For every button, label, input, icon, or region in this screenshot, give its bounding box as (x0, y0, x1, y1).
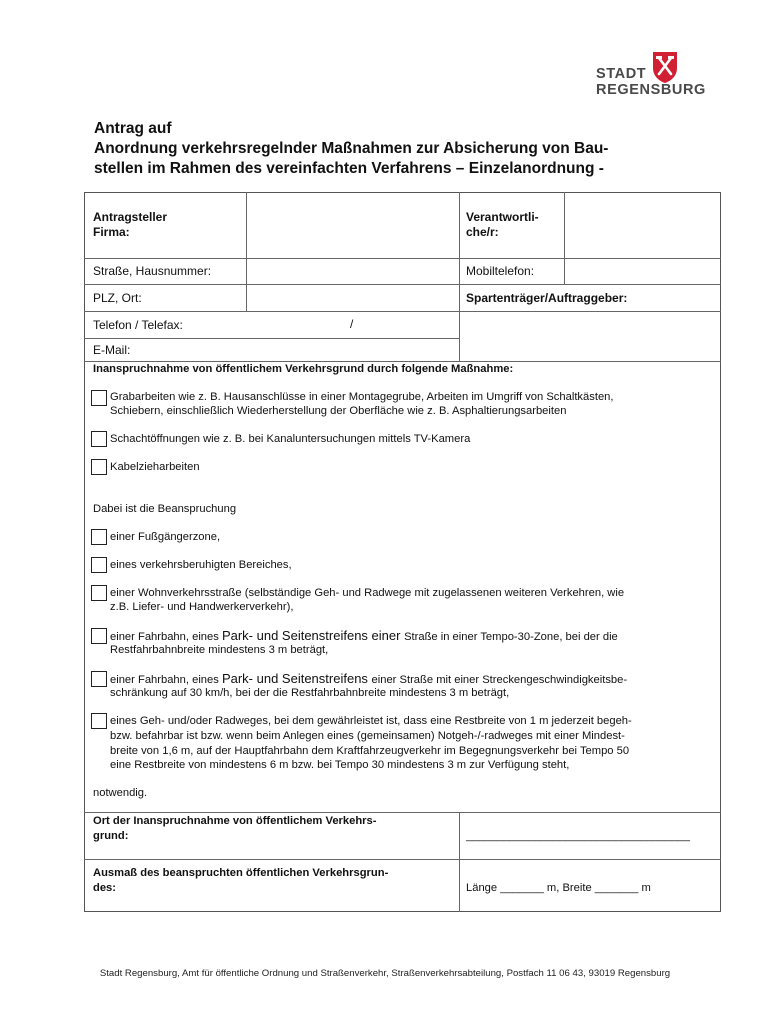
usage-option-wohnverkehrsstrasse-line1: einer Wohnverkehrsstraße (selbständige Geh- und Radwege mit zugelassenen weiteren Verkehren, wie (110, 587, 625, 599)
checkbox-geh-radweg[interactable] (91, 713, 107, 729)
usage-option-geschwindigkeitsbeschraenkung-b: Park- und Seitenstreifens (221, 671, 372, 686)
divider (84, 311, 721, 312)
location-label-line1: Ort der Inanspruchnahme von öffentlichem Verkehrs- (93, 815, 377, 827)
usage-option-verkehrsberuhigt: eines verkehrsberuhigten Bereiches, (110, 559, 292, 571)
extent-label-line1: Ausmaß des beanspruchten öffentlichen Verkehrsgrun- (93, 867, 389, 879)
checkbox-fussgaengerzone[interactable] (91, 529, 107, 545)
divider (246, 192, 247, 312)
usage-intro: Dabei ist die Beanspruchung (93, 503, 237, 515)
usage-closing: notwendig. (93, 787, 148, 799)
usage-option-geh-radweg-line2: bzw. befahrbar ist bzw. wenn beim Anlegen eines (gemeinsamen) Notgeh-/-radweges mit einer Mindest- (110, 730, 625, 742)
strasse-input[interactable] (248, 260, 457, 282)
checkbox-geschwindigkeitsbeschraenkung[interactable] (91, 671, 107, 687)
option-schachtoeffnungen: Schachtöffnungen wie z. B. bei Kanaluntersuchungen mittels TV-Kamera (110, 433, 471, 445)
option-kabelzieharbeiten: Kabelzieharbeiten (110, 461, 200, 473)
divider (84, 338, 459, 339)
extent-fields (466, 881, 651, 896)
divider (84, 258, 721, 259)
checkbox-kabelzieharbeiten[interactable] (91, 459, 107, 475)
coat-of-arms-icon (650, 50, 680, 84)
usage-option-tempo30-zone-b: Park- und Seitenstreifens einer (221, 628, 405, 643)
label-mobiltelefon: Mobiltelefon: (466, 264, 535, 278)
divider (84, 284, 721, 285)
label-firma: Firma: (93, 225, 130, 239)
option-grabarbeiten-line1: Grabarbeiten wie z. B. Hausanschlüsse in einer Montagegrube, Arbeiten im Umgriff von Schaltkästen, (110, 391, 614, 403)
checkbox-wohnverkehrsstrasse[interactable] (91, 585, 107, 601)
label-plz-ort: PLZ, Ort: (93, 291, 142, 305)
label-spartentraeger: Spartenträger/Auftraggeber: (466, 291, 628, 305)
divider (84, 859, 721, 860)
usage-option-geh-radweg-line4: eine Restbreite von mindestens 6 m bzw. bei Tempo 30 mindestens 3 m zur Verfügung steht, (110, 759, 570, 771)
extent-label-line2: des: (93, 882, 117, 894)
document-title (94, 119, 714, 179)
usage-option-geschwindigkeitsbeschraenkung-line2: schränkung auf 30 km/h, bei der die Restfahrbahnbreite mindestens 3 m beträgt, (110, 687, 510, 699)
logo-text-stadt: STADT (596, 66, 647, 82)
verantwortliche-input[interactable] (566, 194, 719, 256)
telefon-separator: / (350, 317, 354, 331)
breite-input[interactable]: _______ (594, 882, 639, 894)
telefon-input[interactable] (248, 313, 457, 336)
usage-option-geschwindigkeitsbeschraenkung-c: einer Straße mit einer Streckengeschwindigkeitsbe- (371, 674, 628, 686)
label-laenge: Länge (466, 882, 498, 894)
divider (84, 812, 721, 813)
spartentraeger-input[interactable] (461, 313, 719, 359)
label-telefon-telefax: Telefon / Telefax: (93, 318, 183, 332)
checkbox-schachtoeffnungen[interactable] (91, 431, 107, 447)
label-verantwortliche-1: Verantwortli- (466, 210, 539, 224)
usage-option-tempo30-zone-line2: Restfahrbahnbreite mindestens 3 m beträgt, (110, 644, 329, 656)
usage-option-fussgaengerzone: einer Fußgängerzone, (110, 531, 221, 543)
usage-option-geh-radweg-line3: breite von 1,6 m, auf der Hauptfahrbahn dem Kraftfahrzeugverkehr im Begegnungsverkehr bei Tempo 50 (110, 745, 630, 757)
divider (459, 812, 460, 912)
checkbox-grabarbeiten[interactable] (91, 390, 107, 406)
usage-option-geh-radweg-line1: eines Geh- und/oder Radweges, bei dem gewährleistet ist, dass eine Restbreite von 1 m jederzeit begeh- (110, 715, 632, 727)
footer-address: Stadt Regensburg, Amt für öffentliche Ordnung und Straßenverkehr, Straßenverkehrsabteilung, Postfach 11 06 43, 93019 Regensburg (99, 968, 671, 979)
mobiltelefon-input[interactable] (566, 260, 719, 282)
label-email: E-Mail: (93, 343, 131, 357)
plz-ort-input[interactable] (248, 286, 457, 309)
laenge-input[interactable]: _______ (500, 882, 544, 894)
usage-option-tempo30-zone-c: Straße in einer Tempo-30-Zone, bei der die (404, 631, 618, 643)
usage-option-wohnverkehrsstrasse-line2: z.B. Liefer- und Handwerkerverkehr), (110, 601, 294, 613)
usage-option-geschwindigkeitsbeschraenkung-a: einer Fahrbahn, eines (110, 674, 222, 686)
location-input-line[interactable]: ____________________________________ (466, 830, 690, 842)
checkbox-verkehrsberuhigt[interactable] (91, 557, 107, 573)
firma-input[interactable] (248, 194, 457, 256)
logo-text-regensburg: REGENSBURG (596, 82, 706, 98)
label-m-breite: m, Breite (546, 882, 592, 894)
title-line-3: stellen im Rahmen des vereinfachten Verfahrens – Einzelanordnung - (94, 160, 604, 177)
checkbox-tempo30-zone[interactable] (91, 628, 107, 644)
option-grabarbeiten-line2: Schiebern, einschließlich Wiederherstellung der Oberfläche wie z. B. Asphaltierungsarbeiten (110, 405, 567, 417)
title-line-2: Anordnung verkehrsregelnder Maßnahmen zur Absicherung von Bau- (94, 140, 609, 157)
divider (564, 192, 565, 284)
city-logo (596, 50, 706, 100)
title-line-1: Antrag auf (94, 120, 172, 137)
label-antragsteller: Antragsteller (93, 210, 168, 224)
label-verantwortliche-2: che/r: (466, 225, 499, 239)
label-m: m (641, 882, 651, 894)
label-strasse: Straße, Hausnummer: (93, 264, 212, 278)
usage-option-tempo30-zone-a: einer Fahrbahn, eines (110, 631, 222, 643)
divider (459, 192, 460, 362)
measure-heading: Inanspruchnahme von öffentlichem Verkehrsgrund durch folgende Maßnahme: (93, 363, 514, 375)
location-label-line2: grund: (93, 830, 129, 842)
